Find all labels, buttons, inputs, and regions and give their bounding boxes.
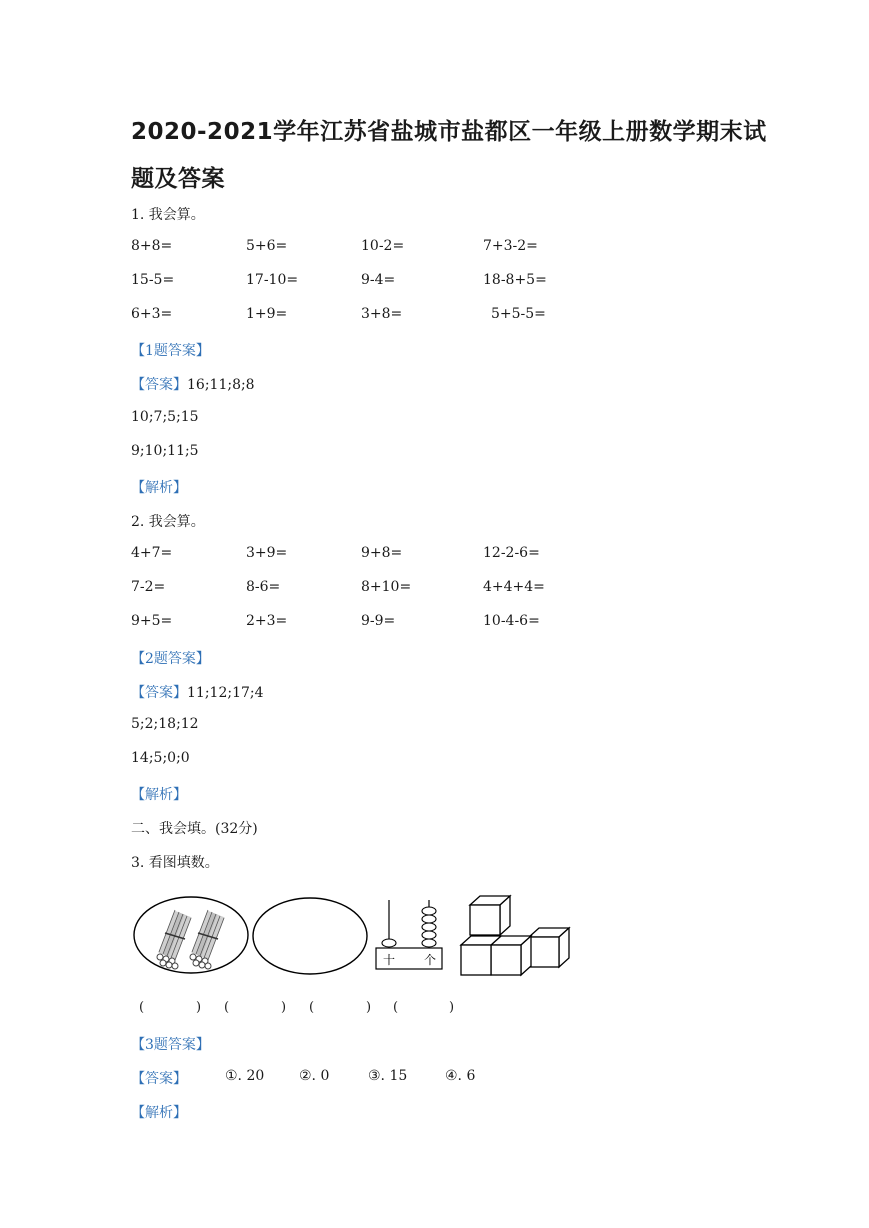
blank-open-paren: ( bbox=[139, 1000, 145, 1015]
abacus-icon bbox=[376, 900, 442, 969]
q2-problem: 4+4+4= bbox=[483, 579, 545, 595]
q1-problem: 1+9= bbox=[246, 306, 288, 322]
q2-problem: 9+5= bbox=[131, 613, 173, 629]
q2-problem: 8+10= bbox=[361, 579, 412, 595]
q2-problem: 9+8= bbox=[361, 545, 403, 561]
q1-problem: 10-2= bbox=[361, 238, 405, 254]
q1-problem: 9-4= bbox=[361, 272, 396, 288]
q1-answer-line-2: 10;7;5;15 bbox=[131, 409, 199, 425]
abacus-tens-label: 十 bbox=[383, 953, 396, 967]
q1-problem: 6+3= bbox=[131, 306, 173, 322]
q1-problem: 5+5-5= bbox=[491, 306, 546, 322]
q1-label: 1. 我会算。 bbox=[131, 207, 205, 223]
blank-open-paren: ( bbox=[309, 1000, 315, 1015]
section-2-heading: 二、我会填。(32分) bbox=[131, 821, 258, 837]
q3-answer-1: ①. 20 bbox=[225, 1068, 265, 1084]
blank-close-paren: ) bbox=[196, 1000, 202, 1015]
abacus-ones-label: 个 bbox=[424, 953, 437, 967]
blank-close-paren: ) bbox=[449, 1000, 455, 1015]
q3-answer-2: ②. 0 bbox=[299, 1068, 330, 1084]
q3-answer-4: ④. 6 bbox=[445, 1068, 476, 1084]
q2-problem: 8-6= bbox=[246, 579, 281, 595]
q3-answer-3: ③. 15 bbox=[368, 1068, 408, 1084]
blank-close-paren: ) bbox=[281, 1000, 287, 1015]
q2-analysis: 【解析】 bbox=[131, 787, 187, 803]
q2-answer-line-2: 5;2;18;12 bbox=[131, 716, 199, 732]
q3-analysis: 【解析】 bbox=[131, 1105, 187, 1121]
blank-open-paren: ( bbox=[224, 1000, 230, 1015]
q2-problem: 4+7= bbox=[131, 545, 173, 561]
blank-open-paren: ( bbox=[393, 1000, 399, 1015]
q1-problem: 3+8= bbox=[361, 306, 403, 322]
answer-tag: 【答案】 bbox=[131, 685, 187, 701]
answer-tag: 【答案】 bbox=[131, 377, 187, 393]
q2-problem: 9-9= bbox=[361, 613, 396, 629]
answer-tag: 【答案】 bbox=[131, 1071, 187, 1087]
q2-problem: 2+3= bbox=[246, 613, 288, 629]
answer-text: 11;12;17;4 bbox=[187, 685, 264, 701]
q2-problem: 3+9= bbox=[246, 545, 288, 561]
q2-answer-header: 【2题答案】 bbox=[131, 651, 210, 667]
q1-problem: 8+8= bbox=[131, 238, 173, 254]
q1-problem: 7+3-2= bbox=[483, 238, 538, 254]
page-title-line2: 题及答案 bbox=[131, 166, 225, 192]
q1-problem: 17-10= bbox=[246, 272, 299, 288]
answer-text: 16;11;8;8 bbox=[187, 377, 255, 393]
blank-close-paren: ) bbox=[366, 1000, 372, 1015]
q1-analysis: 【解析】 bbox=[131, 480, 187, 496]
q3-label: 3. 看图填数。 bbox=[131, 855, 219, 871]
q2-problem: 12-2-6= bbox=[483, 545, 540, 561]
q1-answer-line-3: 9;10;11;5 bbox=[131, 443, 199, 459]
q2-label: 2. 我会算。 bbox=[131, 514, 205, 530]
stick-bundle-icon bbox=[190, 910, 224, 969]
cubes-icon bbox=[461, 896, 569, 975]
q1-problem: 15-5= bbox=[131, 272, 175, 288]
empty-ellipse bbox=[253, 898, 367, 974]
stick-bundles-ellipse bbox=[134, 897, 248, 973]
q2-problem: 7-2= bbox=[131, 579, 166, 595]
q2-answer-line-3: 14;5;0;0 bbox=[131, 750, 190, 766]
q2-problem: 10-4-6= bbox=[483, 613, 540, 629]
q1-answer-header: 【1题答案】 bbox=[131, 343, 210, 359]
stick-bundle-icon bbox=[157, 910, 191, 969]
q1-problem: 18-8+5= bbox=[483, 272, 547, 288]
page-title-line1: 2020-2021学年江苏省盐城市盐都区一年级上册数学期末试 bbox=[131, 119, 767, 145]
q3-answer-header: 【3题答案】 bbox=[131, 1037, 210, 1053]
q1-problem: 5+6= bbox=[246, 238, 288, 254]
